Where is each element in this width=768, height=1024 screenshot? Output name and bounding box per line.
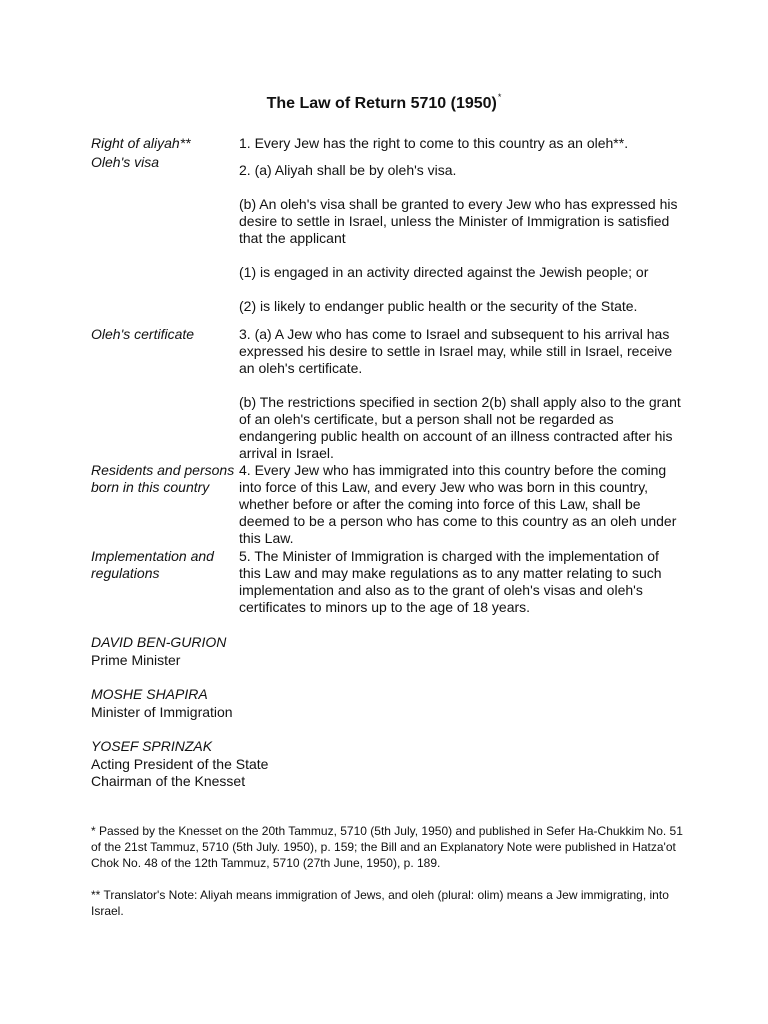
title-footnote-marker: * xyxy=(497,92,502,102)
signatory-name: YOSEF SPRINZAK xyxy=(91,738,213,754)
signatory-name: DAVID BEN-GURION xyxy=(91,634,227,650)
signatory-title: Chairman of the Knesset xyxy=(91,773,246,789)
section-2b-2: (2) is likely to endanger public health or the security of the State. xyxy=(239,298,638,314)
section-5: 5. The Minister of Immigration is charged with the implementation of this Law and may make regulations as to any matter relating to such implementation and also as to the grant of oleh's visas and oleh's certificates to minors up to the age of 18 years. xyxy=(239,548,662,615)
section-2a: 2. (a) Aliyah shall be by oleh's visa. xyxy=(239,162,457,178)
margin-note-right-of-aliyah: Right of aliyah** xyxy=(91,135,191,151)
section-2b-1: (1) is engaged in an activity directed against the Jewish people; or xyxy=(239,264,649,280)
signatory-name: MOSHE SHAPIRA xyxy=(91,686,208,702)
section-1: 1. Every Jew has the right to come to this country as an oleh**. xyxy=(239,135,629,151)
margin-note-olehs-visa: Oleh's visa xyxy=(91,154,160,170)
signatory-title: Acting President of the State xyxy=(91,756,269,772)
margin-note-implementation: Implementation and regulations xyxy=(91,548,214,581)
signatory-title: Prime Minister xyxy=(91,652,181,668)
page-title xyxy=(0,92,768,113)
signatory-title: Minister of Immigration xyxy=(91,704,233,720)
title-text: The Law of Return 5710 (1950) xyxy=(266,95,497,112)
margin-note-residents: Residents and persons born in this country xyxy=(91,462,235,495)
section-3b: (b) The restrictions specified in section 2(b) shall apply also to the grant of an oleh's certificate, but a person shall not be regarded as endangering public health on account of an illness contracted after his arrival in Israel. xyxy=(239,394,681,461)
section-3a: 3. (a) A Jew who has come to Israel and subsequent to his arrival has expressed his desire to settle in Israel may, while still in Israel, receive an oleh's certificate. xyxy=(239,326,673,376)
footnote-2: ** Translator's Note: Aliyah means immigration of Jews, and oleh (plural: olim) means a Jew immigrating, into Israel. xyxy=(91,888,669,918)
section-4: 4. Every Jew who has immigrated into this country before the coming into force of this Law, and every Jew who was born in this country, whether before or after the coming into force of this Law, shall be deemed to be a person who has come to this country as an oleh under this Law. xyxy=(239,462,677,546)
margin-note-olehs-certificate: Oleh's certificate xyxy=(91,326,195,342)
section-2b: (b) An oleh's visa shall be granted to every Jew who has expressed his desire to settle in Israel, unless the Minister of Immigration is satisfied that the applicant xyxy=(239,196,678,246)
footnote-1: * Passed by the Knesset on the 20th Tammuz, 5710 (5th July, 1950) and published in Sefer Ha-Chukkim No. 51 of the 21st Tammuz, 5710 (5th July. 1950), p. 159; the Bill and an Explanatory Note were published in Hatza'ot Chok No. 48 of the 12th Tammuz, 5710 (27th June, 1950), p. 189. xyxy=(91,824,683,870)
